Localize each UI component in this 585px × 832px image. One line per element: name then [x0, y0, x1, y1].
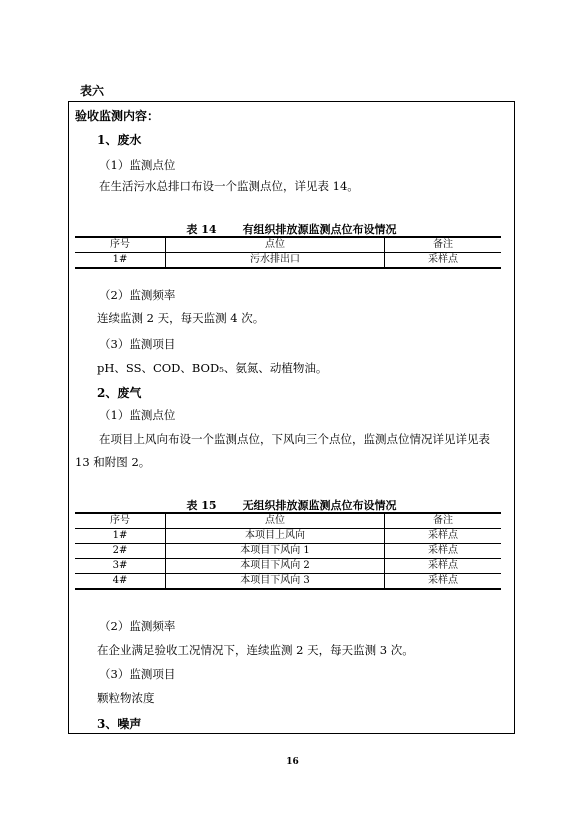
water-frequency-text: 连续监测 2 天，每天监测 4 次。 — [97, 311, 265, 325]
table-row — [75, 559, 501, 574]
table-cell: 1# — [75, 529, 166, 544]
gas-frequency-text: 在企业满足验收工况情况下，连续监测 2 天，每天监测 3 次。 — [97, 643, 414, 657]
gas-heading: 2、废气 — [97, 386, 142, 400]
table-label: 表六 — [80, 84, 105, 98]
table15-number: 表 15 — [186, 499, 217, 512]
table15 — [75, 512, 501, 590]
table-header-row — [75, 237, 501, 253]
content-frame — [68, 101, 515, 734]
table-cell: 采样点 — [385, 544, 502, 559]
table-cell: 污水排出口 — [166, 253, 385, 269]
water-sub-items: （3）监测项目 — [99, 337, 176, 351]
table14-number: 表 14 — [186, 223, 217, 236]
table-cell: 采样点 — [385, 529, 502, 544]
table14-title: 有组织排放源监测点位布设情况 — [242, 223, 397, 236]
noise-heading: 3、噪声 — [97, 717, 142, 731]
gas-points-text-1: 在项目上风向布设一个监测点位，下风向三个点位，监测点位情况详见详见表 — [99, 432, 490, 446]
gas-sub-frequency: （2）监测频率 — [99, 619, 176, 633]
table-cell: 3# — [75, 559, 166, 574]
table-row — [75, 529, 501, 544]
table-cell: 4# — [75, 574, 166, 590]
water-heading: 1、废水 — [97, 133, 142, 147]
water-points-text: 在生活污水总排口布设一个监测点位，详见表 14。 — [99, 179, 359, 193]
water-sub-frequency: （2）监测频率 — [99, 288, 176, 302]
table14 — [75, 236, 501, 269]
table-cell: 本项目下风向 2 — [166, 559, 385, 574]
table15-title: 无组织排放源监测点位布设情况 — [242, 499, 397, 512]
header-cell: 点位 — [166, 513, 385, 529]
gas-items-text: 颗粒物浓度 — [97, 691, 155, 705]
table-cell: 本项目下风向 1 — [166, 544, 385, 559]
table-row — [75, 544, 501, 559]
header-cell: 序号 — [75, 513, 166, 529]
table-cell: 1# — [75, 253, 166, 269]
header-cell: 备注 — [385, 237, 502, 253]
table14-caption — [69, 221, 514, 237]
table-cell: 采样点 — [385, 559, 502, 574]
table-header-row — [75, 513, 501, 529]
water-sub-points: （1）监测点位 — [99, 158, 176, 172]
header-cell: 点位 — [166, 237, 385, 253]
table-cell: 2# — [75, 544, 166, 559]
header-cell: 序号 — [75, 237, 166, 253]
table15-caption — [69, 497, 514, 513]
table-row — [75, 253, 501, 269]
table-row — [75, 574, 501, 590]
header-cell: 备注 — [385, 513, 502, 529]
gas-points-text-2: 13 和附图 2。 — [75, 455, 151, 469]
gas-sub-items: （3）监测项目 — [99, 667, 176, 681]
water-items-text: pH、SS、COD、BOD₅、氨氮、动植物油。 — [97, 361, 328, 375]
table-cell: 采样点 — [385, 574, 502, 590]
gas-sub-points: （1）监测点位 — [99, 408, 176, 422]
table-cell: 采样点 — [385, 253, 502, 269]
page-number: 16 — [286, 757, 299, 767]
table-cell: 本项目上风向 — [166, 529, 385, 544]
table-cell: 本项目下风向 3 — [166, 574, 385, 590]
section-title: 验收监测内容： — [75, 109, 160, 123]
